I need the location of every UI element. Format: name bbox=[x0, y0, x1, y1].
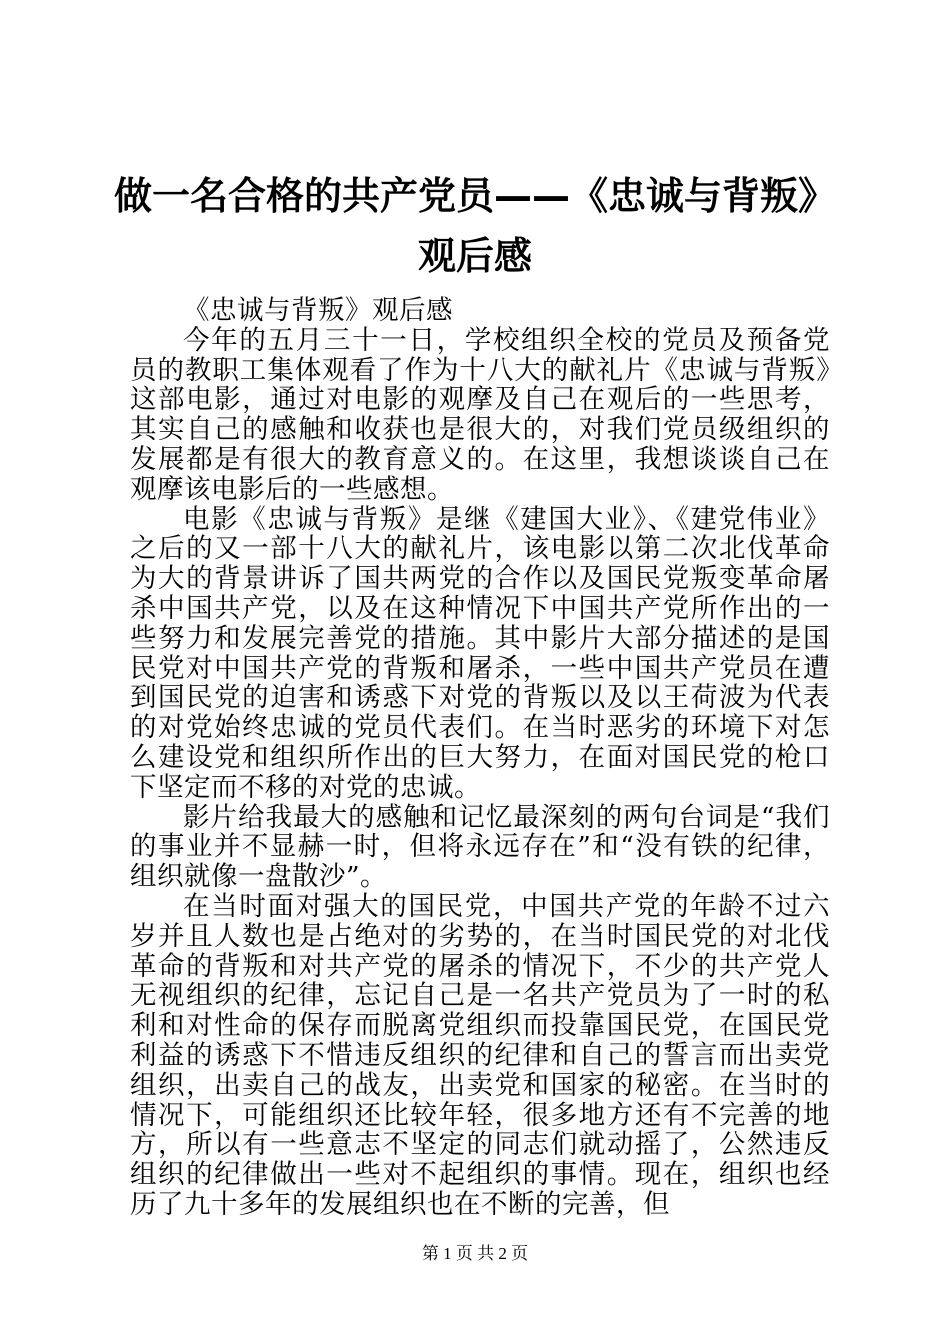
page-footer bbox=[0, 1243, 950, 1265]
paragraph: 在当时面对强大的国民党，中国共产党的年龄不过六岁并且人数也是占绝对的劣势的，在当时国民党的对北伐革命的背叛和对共产党的屠杀的情况下，不少的共产党人无视组织的纪律，忘记自己是一名共产党员为了一时的私利和对性命的保存而脱离党组织而投靠国民党，在国民党利益的诱惑下不惜违反组织的纪律和自己的誓言而出卖党组织，出卖自己的战友，出卖党和国家的秘密。在当时的情况下，可能组织还比较年轻，很多地方还有不完善的地方，所以有一些意志不坚定的同志们就动摇了，公然违反组织的纪律做出一些对不起组织的事情。现在，组织也经历了九十多年的发展组织也在不断的完善，但 bbox=[130, 890, 830, 1220]
document-subtitle: 《忠诚与背叛》观后感 bbox=[183, 295, 453, 326]
page-title: 做一名合格的共产党员——《忠诚与背叛》观后感 bbox=[113, 174, 836, 278]
paragraph: 影片给我最大的感触和记忆最深刻的两句台词是“我们的事业并不显赫一时，但将永远存在”和“没有铁的纪律，组织就像一盘散沙”。 bbox=[130, 801, 830, 893]
page-number: 第 1 页 共 2 页 bbox=[421, 1244, 529, 1263]
paragraph: 今年的五月三十一日，学校组织全校的党员及预备党员的教职工集体观看了作为十八大的献礼片《忠诚与背叛》这部电影，通过对电影的观摩及自己在观后的一些思考，其实自己的感触和收获也是很大的，对我们党员级组织的发展都是有很大的教育意义的。在这里，我想谈谈自己在观摩该电影后的一些感想。 bbox=[130, 324, 830, 505]
paragraph: 电影《忠诚与背叛》是继《建国大业》、《建党伟业》之后的又一部十八大的献礼片，该电影以第二次北伐革命为大的背景讲诉了国共两党的合作以及国民党叛变革命屠杀中国共产党，以及在这种情况下中国共产党所作出的一些努力和发展完善党的措施。其中影片大部分描述的是国民党对中国共产党的背叛和屠杀，一些中国共产党员在遭到国民党的迫害和诱惑下对党的背叛以及以王荷波为代表的对党始终忠诚的党员代表们。在当时恶劣的环境下对怎么建设党和组织所作出的巨大努力，在面对国民党的枪口下坚定而不移的对党的忠诚。 bbox=[130, 503, 830, 803]
document-body bbox=[130, 296, 830, 1220]
